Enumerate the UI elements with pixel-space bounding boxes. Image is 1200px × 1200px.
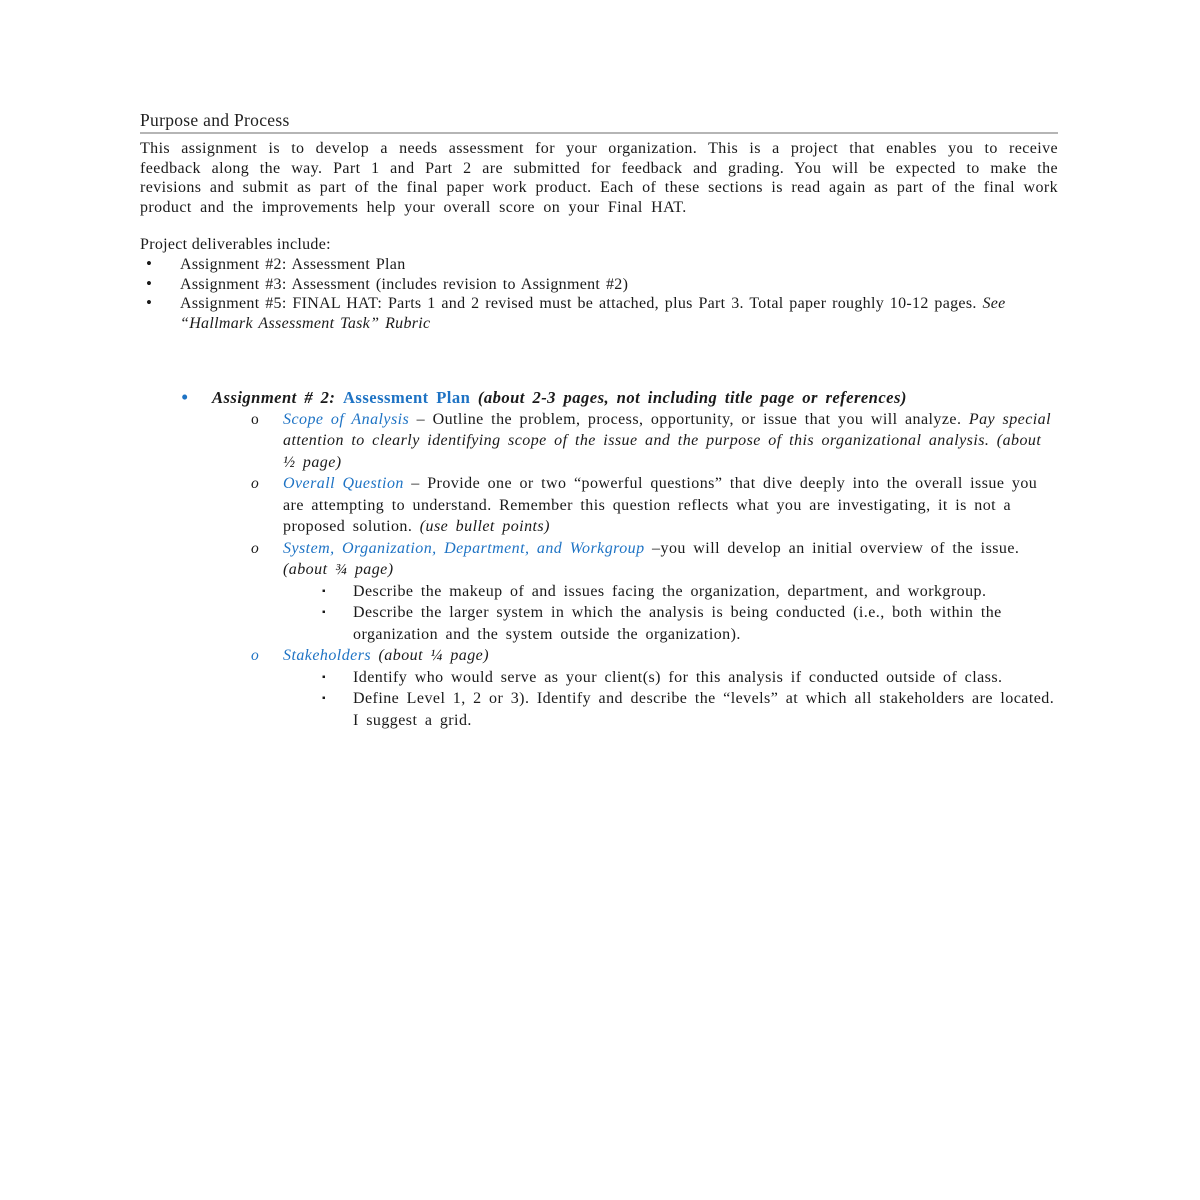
deliverables-label: Project deliverables include: [140,236,331,254]
list-item [140,538,1058,581]
square-bullet-icon: ▪ [322,693,326,705]
list-item [140,473,1058,538]
item-note: (about ¼ page) [371,647,490,665]
list-item [140,645,1058,667]
sub-item-text: Describe the larger system in which the analysis is being conducted (i.e., both within the organization and the system outside the organization). [353,604,1002,643]
blue-bullet-icon: • [181,385,189,410]
assignment-title-suffix: (about 2-3 pages, not including title page or references) [470,388,907,408]
sub-item-text: Identify who would serve as your client(s) for this analysis if conducted outside of class. [353,668,1003,686]
intro-paragraph: This assignment is to develop a needs assessment for your organization. This is a project that enables you to receive feedback along the way. Part 1 and Part 2 are submitted for feedback and grading. You will be expected to make the revisions and submit as part of the final paper work product. Each of these sections is read again as part of the final work product and the improvements help your overall score on your Final HAT. [140,140,1058,216]
list-item [140,294,1058,333]
heading-rule [140,132,1058,134]
circle-bullet-icon: o [251,647,260,665]
item-topic: Scope of Analysis [283,410,410,428]
sub-list-item [140,667,1058,689]
deliverable-note: See “Hallmark Assessment Task” Rubric [180,295,1006,332]
sub-list-item [140,602,1058,645]
sub-item-text: Describe the makeup of and issues facing the organization, department, and workgroup. [353,582,987,600]
circle-bullet-icon: o [251,539,260,557]
assignment-title: Assignment # 2: [212,388,343,408]
bullet-icon: • [146,253,153,273]
sub-list-item [140,688,1058,731]
list-item [140,255,1058,275]
assignment-title-item [140,387,1058,409]
deliverable-text: Assignment #5: FINAL HAT: Parts 1 and 2 revised must be attached, plus Part 3. Total paper roughly 10-12 pages. [180,295,983,313]
square-bullet-icon: ▪ [322,585,326,597]
item-note: (about ¾ page) [283,561,394,579]
assignment-link[interactable]: Assessment Plan [343,388,471,408]
document-page [140,109,1058,731]
deliverables-list [140,255,1058,333]
list-item [140,275,1058,295]
section-heading: Purpose and Process [140,110,290,130]
deliverable-text: Assignment #3: Assessment (includes revision to Assignment #2) [180,275,629,293]
assignment-section [140,387,1058,731]
circle-bullet-icon: o [251,410,260,428]
item-topic: Stakeholders [283,647,372,665]
sub-list-item [140,581,1058,603]
bullet-icon: • [146,293,153,313]
deliverable-text: Assignment #2: Assessment Plan [180,255,406,273]
sub-item-text: Define Level 1, 2 or 3). Identify and describe the “levels” at which all stakeholders are located. I suggest a grid. [353,690,1055,729]
list-item [140,409,1058,474]
item-topic: System, Organization, Department, and Workgroup [283,539,645,557]
item-text: –you will develop an initial overview of the issue. [644,539,1020,557]
item-topic: Overall Question [283,475,404,493]
circle-bullet-icon: o [251,475,260,493]
square-bullet-icon: ▪ [322,671,326,683]
item-text: – Provide one or two “powerful questions” that dive deeply into the overall issue you are attempting to understand. Remember this question reflects what you are investigating, it is not a proposed solution. [283,475,1038,536]
item-text: – Outline the problem, process, opportunity, or issue that you will analyze. [409,410,969,428]
square-bullet-icon: ▪ [322,607,326,619]
item-note: Pay special attention to clearly identifying scope of the issue and the purpose of this organizational analysis. (about ½ page) [283,410,1052,471]
bullet-icon: • [146,273,153,293]
item-note: (use bullet points) [419,518,550,536]
